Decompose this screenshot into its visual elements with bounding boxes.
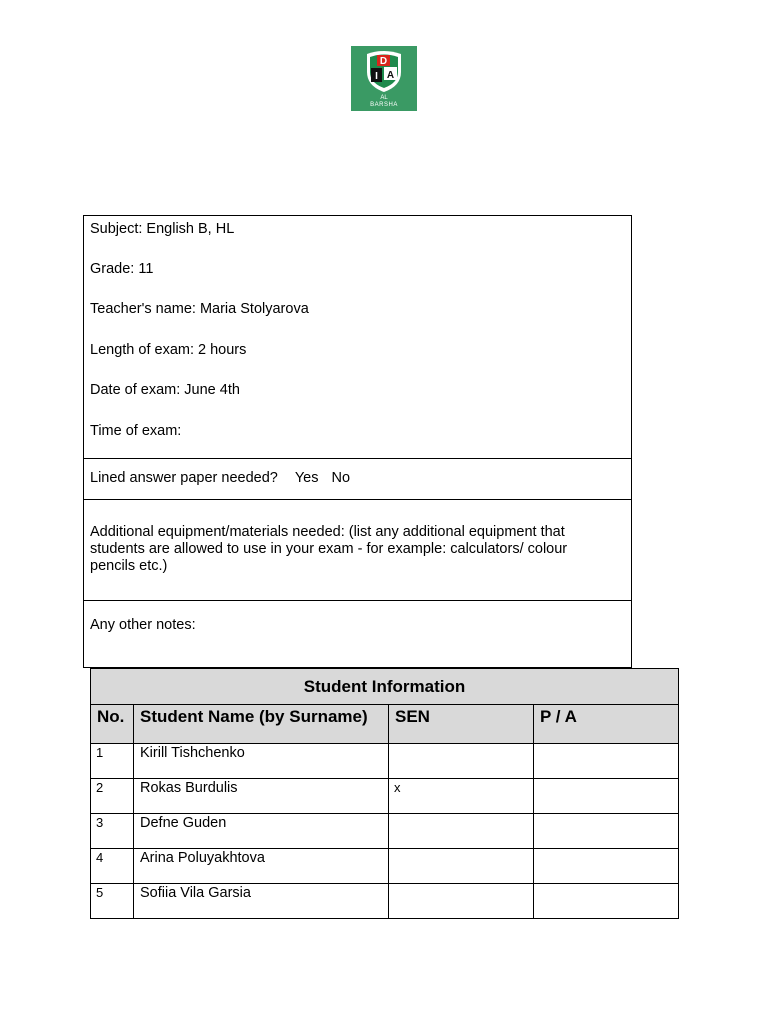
sen-cell[interactable]: x <box>389 779 534 814</box>
lined-paper-section <box>84 459 631 500</box>
header-no: No. <box>91 705 134 744</box>
header-pa: P / A <box>534 705 679 744</box>
attendance-cell[interactable] <box>534 849 679 884</box>
lined-paper-question <box>90 470 350 486</box>
row-number: 4 <box>91 849 134 884</box>
lined-paper-yes-option[interactable]: Yes <box>294 470 319 486</box>
exam-details-box <box>83 215 632 668</box>
attendance-cell[interactable] <box>534 884 679 919</box>
student-name: Kirill Tishchenko <box>134 744 389 779</box>
attendance-cell[interactable] <box>534 814 679 849</box>
attendance-cell[interactable] <box>534 779 679 814</box>
student-name: Sofiia Vila Garsia <box>134 884 389 919</box>
teacher-line: Teacher's name: Maria Stolyarova <box>90 301 309 317</box>
exam-time-line: Time of exam: <box>90 423 182 439</box>
notes-label: Any other notes: <box>90 617 196 633</box>
table-row <box>91 779 679 814</box>
lined-paper-label: Lined answer paper needed? <box>90 470 278 486</box>
table-row <box>91 884 679 919</box>
table-header-row <box>91 705 679 744</box>
subject-line: Subject: English B, HL <box>90 221 235 237</box>
header-sen: SEN <box>389 705 534 744</box>
row-number: 3 <box>91 814 134 849</box>
table-title: Student Information <box>91 669 679 705</box>
table-title-row <box>91 669 679 705</box>
sen-cell[interactable] <box>389 849 534 884</box>
student-info-table <box>90 668 679 919</box>
school-logo <box>351 46 417 111</box>
table-row <box>91 744 679 779</box>
table-row <box>91 814 679 849</box>
notes-section <box>84 601 631 667</box>
table-row <box>91 849 679 884</box>
school-crest-icon <box>351 46 417 111</box>
logo-letter-d: D <box>379 56 388 67</box>
row-number: 1 <box>91 744 134 779</box>
row-number: 5 <box>91 884 134 919</box>
exam-length-line: Length of exam: 2 hours <box>90 342 247 358</box>
student-name: Rokas Burdulis <box>134 779 389 814</box>
logo-letter-i: I <box>375 71 378 82</box>
logo-text-al: AL <box>380 95 388 101</box>
exam-basic-info <box>84 216 631 459</box>
exam-date-line: Date of exam: June 4th <box>90 382 240 398</box>
logo-text-barsha: BARSHA <box>370 102 398 108</box>
student-name: Defne Guden <box>134 814 389 849</box>
grade-line: Grade: 11 <box>90 261 154 277</box>
attendance-cell[interactable] <box>534 744 679 779</box>
sen-cell[interactable] <box>389 884 534 919</box>
student-name: Arina Poluyakhtova <box>134 849 389 884</box>
equipment-section <box>84 500 631 601</box>
equipment-text: Additional equipment/materials needed: (list any additional equipment that students are allowed to use in your exam - for example: calculators/ colour pencils etc.) <box>90 524 568 574</box>
logo-letter-a: A <box>386 70 395 81</box>
sen-cell[interactable] <box>389 744 534 779</box>
row-number: 2 <box>91 779 134 814</box>
sen-cell[interactable] <box>389 814 534 849</box>
lined-paper-no-option[interactable]: No <box>331 470 351 486</box>
header-student-name: Student Name (by Surname) <box>134 705 389 744</box>
